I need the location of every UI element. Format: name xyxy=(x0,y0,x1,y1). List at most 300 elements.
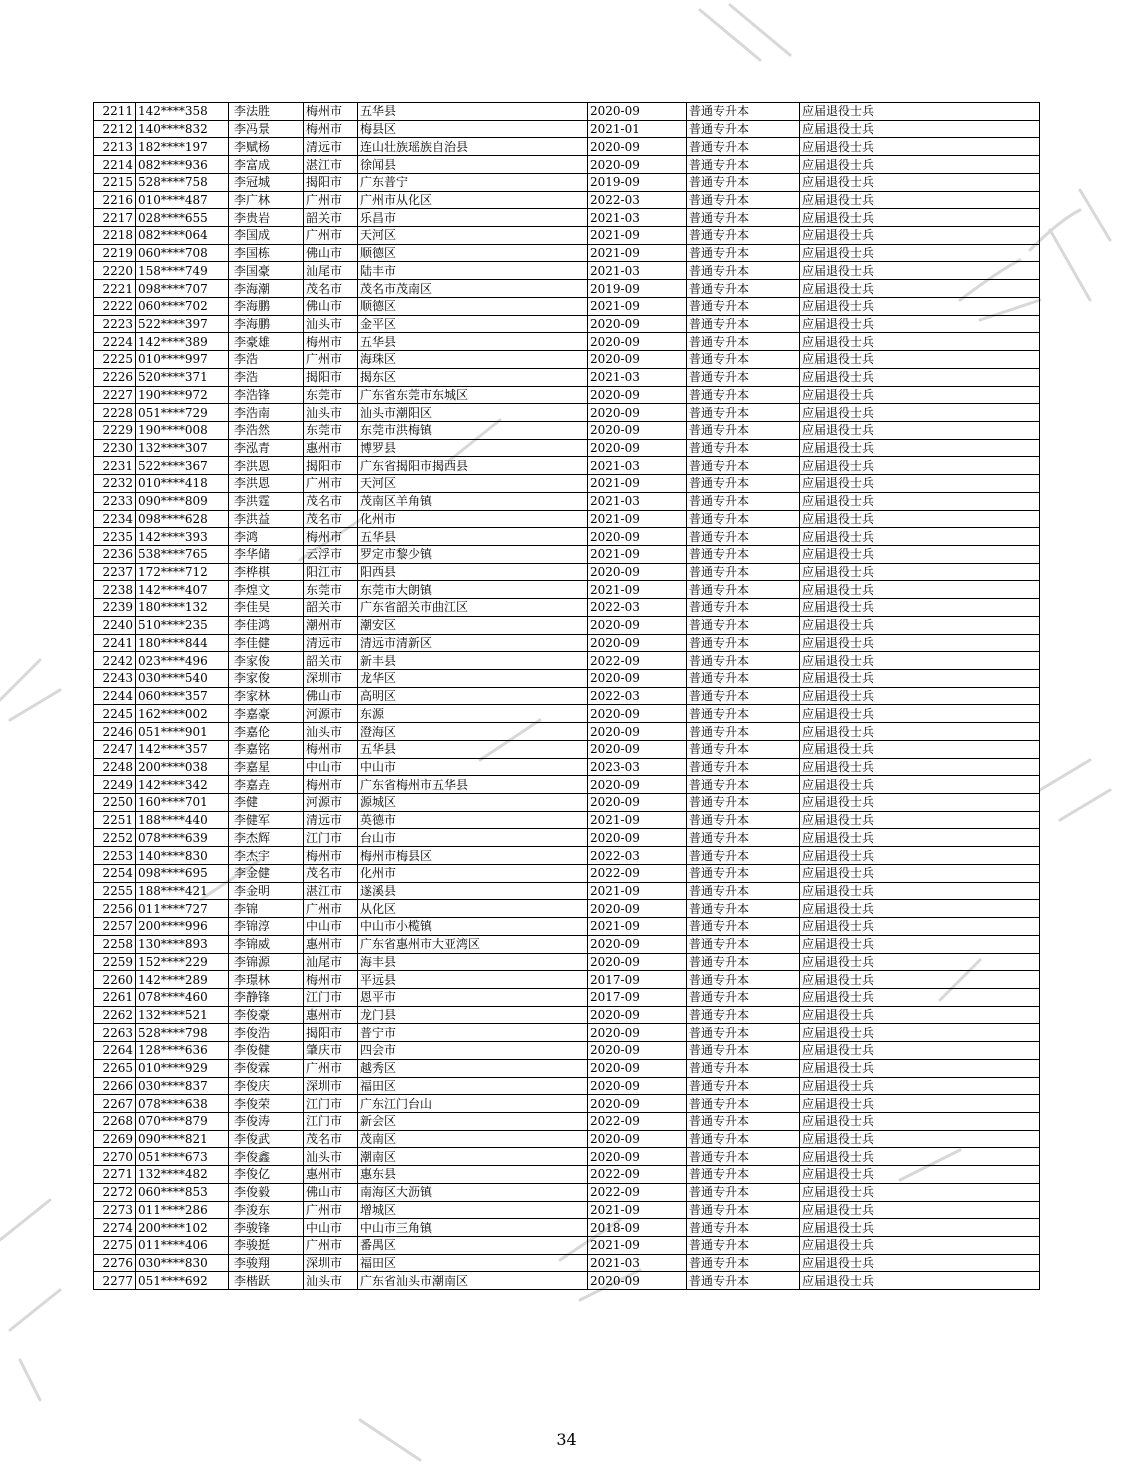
row-city: 佛山市 xyxy=(304,687,358,705)
row-name: 李嘉伦 xyxy=(229,723,304,741)
row-area: 天河区 xyxy=(358,227,588,245)
row-city: 汕头市 xyxy=(304,315,358,333)
row-name: 李嘉星 xyxy=(229,758,304,776)
row-city: 汕头市 xyxy=(304,404,358,422)
row-date: 2020-09 xyxy=(588,1130,687,1148)
row-category: 应届退役士兵 xyxy=(800,776,1040,794)
row-seq: 2211 xyxy=(94,103,136,121)
row-seq: 2243 xyxy=(94,670,136,688)
row-name: 李浩 xyxy=(229,351,304,369)
row-category: 应届退役士兵 xyxy=(800,1130,1040,1148)
row-name: 李国栋 xyxy=(229,244,304,262)
table-row xyxy=(94,988,1040,1006)
row-id: 188****440 xyxy=(136,811,229,829)
row-seq: 2214 xyxy=(94,156,136,174)
row-city: 佛山市 xyxy=(304,1183,358,1201)
row-id: 142****393 xyxy=(136,528,229,546)
row-type: 普通专升本 xyxy=(687,634,800,652)
roster-table xyxy=(93,102,1040,1290)
row-seq: 2258 xyxy=(94,935,136,953)
table-row xyxy=(94,1059,1040,1077)
table-row xyxy=(94,333,1040,351)
row-category: 应届退役士兵 xyxy=(800,262,1040,280)
row-seq: 2250 xyxy=(94,794,136,812)
row-category: 应届退役士兵 xyxy=(800,333,1040,351)
row-id: 180****132 xyxy=(136,599,229,617)
table-row xyxy=(94,1166,1040,1184)
row-area: 福田区 xyxy=(358,1077,588,1095)
row-date: 2020-09 xyxy=(588,634,687,652)
table-row xyxy=(94,138,1040,156)
row-area: 乐昌市 xyxy=(358,209,588,227)
row-city: 梅州市 xyxy=(304,776,358,794)
row-area: 顺德区 xyxy=(358,297,588,315)
row-city: 梅州市 xyxy=(304,103,358,121)
row-category: 应届退役士兵 xyxy=(800,563,1040,581)
row-category: 应届退役士兵 xyxy=(800,1059,1040,1077)
row-type: 普通专升本 xyxy=(687,404,800,422)
row-date: 2020-09 xyxy=(588,740,687,758)
row-id: 098****628 xyxy=(136,510,229,528)
row-city: 广州市 xyxy=(304,227,358,245)
row-date: 2023-03 xyxy=(588,758,687,776)
row-type: 普通专升本 xyxy=(687,687,800,705)
row-date: 2020-09 xyxy=(588,794,687,812)
table-row xyxy=(94,1112,1040,1130)
row-name: 李金明 xyxy=(229,882,304,900)
row-name: 李泓青 xyxy=(229,439,304,457)
table-row xyxy=(94,634,1040,652)
table-row xyxy=(94,864,1040,882)
row-category: 应届退役士兵 xyxy=(800,404,1040,422)
row-category: 应届退役士兵 xyxy=(800,829,1040,847)
row-category: 应届退役士兵 xyxy=(800,1166,1040,1184)
row-id: 160****701 xyxy=(136,794,229,812)
row-type: 普通专升本 xyxy=(687,1006,800,1024)
row-city: 肇庆市 xyxy=(304,1042,358,1060)
row-category: 应届退役士兵 xyxy=(800,351,1040,369)
row-id: 023****496 xyxy=(136,652,229,670)
row-category: 应届退役士兵 xyxy=(800,740,1040,758)
row-id: 142****358 xyxy=(136,103,229,121)
row-seq: 2238 xyxy=(94,581,136,599)
row-name: 李金健 xyxy=(229,864,304,882)
row-id: 200****102 xyxy=(136,1219,229,1237)
row-seq: 2239 xyxy=(94,599,136,617)
row-date: 2021-01 xyxy=(588,120,687,138)
row-seq: 2255 xyxy=(94,882,136,900)
row-id: 180****844 xyxy=(136,634,229,652)
row-id: 188****421 xyxy=(136,882,229,900)
row-seq: 2264 xyxy=(94,1042,136,1060)
row-type: 普通专升本 xyxy=(687,616,800,634)
row-area: 龙门县 xyxy=(358,1006,588,1024)
row-category: 应届退役士兵 xyxy=(800,971,1040,989)
row-category: 应届退役士兵 xyxy=(800,705,1040,723)
row-date: 2020-09 xyxy=(588,1059,687,1077)
row-city: 江门市 xyxy=(304,1095,358,1113)
row-category: 应届退役士兵 xyxy=(800,794,1040,812)
row-city: 梅州市 xyxy=(304,740,358,758)
row-seq: 2219 xyxy=(94,244,136,262)
table-row xyxy=(94,227,1040,245)
row-area: 普宁市 xyxy=(358,1024,588,1042)
row-area: 澄海区 xyxy=(358,723,588,741)
row-type: 普通专升本 xyxy=(687,227,800,245)
row-seq: 2217 xyxy=(94,209,136,227)
row-date: 2020-09 xyxy=(588,439,687,457)
row-area: 茂南区 xyxy=(358,1130,588,1148)
row-category: 应届退役士兵 xyxy=(800,1112,1040,1130)
row-city: 深圳市 xyxy=(304,1077,358,1095)
row-seq: 2273 xyxy=(94,1201,136,1219)
row-city: 广州市 xyxy=(304,1237,358,1255)
row-seq: 2263 xyxy=(94,1024,136,1042)
row-seq: 2213 xyxy=(94,138,136,156)
row-seq: 2251 xyxy=(94,811,136,829)
row-name: 李俊武 xyxy=(229,1130,304,1148)
row-category: 应届退役士兵 xyxy=(800,1148,1040,1166)
row-id: 082****936 xyxy=(136,156,229,174)
row-seq: 2246 xyxy=(94,723,136,741)
row-seq: 2234 xyxy=(94,510,136,528)
row-date: 2021-03 xyxy=(588,209,687,227)
row-date: 2017-09 xyxy=(588,971,687,989)
row-area: 陆丰市 xyxy=(358,262,588,280)
row-name: 李煌文 xyxy=(229,581,304,599)
row-name: 李洪恩 xyxy=(229,475,304,493)
row-id: 011****727 xyxy=(136,900,229,918)
row-city: 广州市 xyxy=(304,191,358,209)
row-date: 2020-09 xyxy=(588,103,687,121)
row-name: 李冠城 xyxy=(229,173,304,191)
row-date: 2021-09 xyxy=(588,581,687,599)
table-row xyxy=(94,528,1040,546)
row-seq: 2266 xyxy=(94,1077,136,1095)
row-area: 揭东区 xyxy=(358,368,588,386)
row-date: 2022-09 xyxy=(588,652,687,670)
row-date: 2020-09 xyxy=(588,935,687,953)
row-type: 普通专升本 xyxy=(687,599,800,617)
row-area: 四会市 xyxy=(358,1042,588,1060)
row-city: 茂名市 xyxy=(304,280,358,298)
row-type: 普通专升本 xyxy=(687,1166,800,1184)
row-id: 132****521 xyxy=(136,1006,229,1024)
row-type: 普通专升本 xyxy=(687,740,800,758)
table-row xyxy=(94,918,1040,936)
row-type: 普通专升本 xyxy=(687,528,800,546)
row-category: 应届退役士兵 xyxy=(800,1095,1040,1113)
row-category: 应届退役士兵 xyxy=(800,599,1040,617)
row-area: 福田区 xyxy=(358,1254,588,1272)
row-seq: 2235 xyxy=(94,528,136,546)
table-row xyxy=(94,103,1040,121)
row-date: 2020-09 xyxy=(588,670,687,688)
row-id: 528****798 xyxy=(136,1024,229,1042)
table-row xyxy=(94,386,1040,404)
row-id: 090****821 xyxy=(136,1130,229,1148)
row-name: 李鸿 xyxy=(229,528,304,546)
row-seq: 2224 xyxy=(94,333,136,351)
row-area: 番禺区 xyxy=(358,1237,588,1255)
row-name: 李杰宇 xyxy=(229,847,304,865)
row-id: 051****901 xyxy=(136,723,229,741)
row-date: 2020-09 xyxy=(588,386,687,404)
row-date: 2019-09 xyxy=(588,280,687,298)
row-area: 惠东县 xyxy=(358,1166,588,1184)
table-row xyxy=(94,262,1040,280)
table-row xyxy=(94,935,1040,953)
row-name: 李璟林 xyxy=(229,971,304,989)
row-type: 普通专升本 xyxy=(687,297,800,315)
row-date: 2017-09 xyxy=(588,988,687,1006)
row-name: 李国成 xyxy=(229,227,304,245)
row-city: 中山市 xyxy=(304,918,358,936)
row-type: 普通专升本 xyxy=(687,581,800,599)
row-date: 2021-09 xyxy=(588,227,687,245)
row-date: 2020-09 xyxy=(588,616,687,634)
row-name: 李法胜 xyxy=(229,103,304,121)
row-category: 应届退役士兵 xyxy=(800,386,1040,404)
table-row xyxy=(94,1095,1040,1113)
row-id: 200****996 xyxy=(136,918,229,936)
row-date: 2022-09 xyxy=(588,864,687,882)
table-row xyxy=(94,1024,1040,1042)
row-city: 茂名市 xyxy=(304,492,358,510)
row-seq: 2269 xyxy=(94,1130,136,1148)
row-area: 潮安区 xyxy=(358,616,588,634)
row-seq: 2241 xyxy=(94,634,136,652)
row-seq: 2212 xyxy=(94,120,136,138)
row-city: 惠州市 xyxy=(304,1006,358,1024)
table-row xyxy=(94,740,1040,758)
row-category: 应届退役士兵 xyxy=(800,244,1040,262)
row-category: 应届退役士兵 xyxy=(800,528,1040,546)
row-city: 东莞市 xyxy=(304,386,358,404)
row-type: 普通专升本 xyxy=(687,351,800,369)
row-city: 清远市 xyxy=(304,138,358,156)
row-id: 142****389 xyxy=(136,333,229,351)
row-name: 李赋杨 xyxy=(229,138,304,156)
row-category: 应届退役士兵 xyxy=(800,1077,1040,1095)
row-category: 应届退役士兵 xyxy=(800,616,1040,634)
row-id: 142****289 xyxy=(136,971,229,989)
row-area: 南海区大沥镇 xyxy=(358,1183,588,1201)
row-city: 汕头市 xyxy=(304,1148,358,1166)
row-category: 应届退役士兵 xyxy=(800,988,1040,1006)
table-row xyxy=(94,1148,1040,1166)
row-type: 普通专升本 xyxy=(687,1130,800,1148)
row-category: 应届退役士兵 xyxy=(800,457,1040,475)
row-date: 2020-09 xyxy=(588,1006,687,1024)
row-date: 2021-09 xyxy=(588,918,687,936)
row-city: 汕头市 xyxy=(304,1272,358,1290)
row-type: 普通专升本 xyxy=(687,971,800,989)
row-city: 佛山市 xyxy=(304,297,358,315)
row-date: 2020-09 xyxy=(588,1272,687,1290)
row-id: 011****286 xyxy=(136,1201,229,1219)
row-city: 清远市 xyxy=(304,634,358,652)
row-seq: 2268 xyxy=(94,1112,136,1130)
row-area: 罗定市黎少镇 xyxy=(358,545,588,563)
row-name: 李家林 xyxy=(229,687,304,705)
row-seq: 2240 xyxy=(94,616,136,634)
row-category: 应届退役士兵 xyxy=(800,1183,1040,1201)
row-type: 普通专升本 xyxy=(687,723,800,741)
row-area: 汕头市潮阳区 xyxy=(358,404,588,422)
table-row xyxy=(94,847,1040,865)
row-type: 普通专升本 xyxy=(687,545,800,563)
table-row xyxy=(94,687,1040,705)
row-area: 博罗县 xyxy=(358,439,588,457)
table-row xyxy=(94,581,1040,599)
row-date: 2020-09 xyxy=(588,421,687,439)
row-id: 098****695 xyxy=(136,864,229,882)
table-row xyxy=(94,545,1040,563)
row-seq: 2271 xyxy=(94,1166,136,1184)
row-date: 2020-09 xyxy=(588,1042,687,1060)
row-name: 李俊涛 xyxy=(229,1112,304,1130)
row-name: 李俊霖 xyxy=(229,1059,304,1077)
row-seq: 2222 xyxy=(94,297,136,315)
table-row xyxy=(94,882,1040,900)
row-name: 李俊浩 xyxy=(229,1024,304,1042)
row-city: 云浮市 xyxy=(304,545,358,563)
row-name: 李洪恩 xyxy=(229,457,304,475)
row-id: 128****636 xyxy=(136,1042,229,1060)
row-name: 李桦棋 xyxy=(229,563,304,581)
row-id: 132****482 xyxy=(136,1166,229,1184)
row-category: 应届退役士兵 xyxy=(800,652,1040,670)
row-city: 韶关市 xyxy=(304,599,358,617)
row-id: 010****487 xyxy=(136,191,229,209)
row-name: 李冯景 xyxy=(229,120,304,138)
table-row xyxy=(94,173,1040,191)
row-id: 078****638 xyxy=(136,1095,229,1113)
row-category: 应届退役士兵 xyxy=(800,847,1040,865)
row-name: 李洪益 xyxy=(229,510,304,528)
row-type: 普通专升本 xyxy=(687,935,800,953)
row-type: 普通专升本 xyxy=(687,475,800,493)
row-seq: 2265 xyxy=(94,1059,136,1077)
row-name: 李浩 xyxy=(229,368,304,386)
table-row xyxy=(94,563,1040,581)
table-row xyxy=(94,1219,1040,1237)
row-id: 011****406 xyxy=(136,1237,229,1255)
row-city: 汕头市 xyxy=(304,723,358,741)
row-name: 李健 xyxy=(229,794,304,812)
row-id: 082****064 xyxy=(136,227,229,245)
row-category: 应届退役士兵 xyxy=(800,280,1040,298)
row-category: 应届退役士兵 xyxy=(800,1201,1040,1219)
row-type: 普通专升本 xyxy=(687,1095,800,1113)
table-row xyxy=(94,280,1040,298)
row-id: 182****197 xyxy=(136,138,229,156)
row-category: 应届退役士兵 xyxy=(800,368,1040,386)
row-id: 078****639 xyxy=(136,829,229,847)
row-type: 普通专升本 xyxy=(687,244,800,262)
row-area: 广东省汕头市潮南区 xyxy=(358,1272,588,1290)
row-type: 普通专升本 xyxy=(687,457,800,475)
row-category: 应届退役士兵 xyxy=(800,1272,1040,1290)
table-row xyxy=(94,811,1040,829)
row-name: 李楷跃 xyxy=(229,1272,304,1290)
row-area: 广东省韶关市曲江区 xyxy=(358,599,588,617)
row-seq: 2261 xyxy=(94,988,136,1006)
row-type: 普通专升本 xyxy=(687,847,800,865)
row-area: 茂名市茂南区 xyxy=(358,280,588,298)
row-date: 2021-03 xyxy=(588,457,687,475)
row-id: 190****008 xyxy=(136,421,229,439)
row-city: 梅州市 xyxy=(304,971,358,989)
table-row xyxy=(94,829,1040,847)
row-date: 2021-09 xyxy=(588,475,687,493)
row-name: 李俊鑫 xyxy=(229,1148,304,1166)
row-name: 李佳鸿 xyxy=(229,616,304,634)
row-date: 2022-03 xyxy=(588,191,687,209)
row-id: 051****692 xyxy=(136,1272,229,1290)
row-city: 广州市 xyxy=(304,900,358,918)
row-seq: 2218 xyxy=(94,227,136,245)
row-id: 010****418 xyxy=(136,475,229,493)
row-type: 普通专升本 xyxy=(687,386,800,404)
row-area: 五华县 xyxy=(358,528,588,546)
row-category: 应届退役士兵 xyxy=(800,227,1040,245)
roster-body xyxy=(94,103,1040,1290)
row-area: 茂南区羊角镇 xyxy=(358,492,588,510)
row-type: 普通专升本 xyxy=(687,705,800,723)
table-row xyxy=(94,244,1040,262)
row-type: 普通专升本 xyxy=(687,1237,800,1255)
row-seq: 2253 xyxy=(94,847,136,865)
table-row xyxy=(94,616,1040,634)
row-date: 2022-03 xyxy=(588,847,687,865)
row-city: 广州市 xyxy=(304,1201,358,1219)
row-area: 广东省揭阳市揭西县 xyxy=(358,457,588,475)
row-area: 恩平市 xyxy=(358,988,588,1006)
row-type: 普通专升本 xyxy=(687,1042,800,1060)
row-name: 李浚东 xyxy=(229,1201,304,1219)
row-type: 普通专升本 xyxy=(687,103,800,121)
row-type: 普通专升本 xyxy=(687,918,800,936)
row-seq: 2244 xyxy=(94,687,136,705)
row-date: 2021-03 xyxy=(588,1254,687,1272)
table-row xyxy=(94,368,1040,386)
row-name: 李富成 xyxy=(229,156,304,174)
row-city: 惠州市 xyxy=(304,935,358,953)
table-row xyxy=(94,510,1040,528)
row-type: 普通专升本 xyxy=(687,900,800,918)
row-seq: 2274 xyxy=(94,1219,136,1237)
table-row xyxy=(94,953,1040,971)
row-city: 深圳市 xyxy=(304,1254,358,1272)
row-type: 普通专升本 xyxy=(687,988,800,1006)
page-number: 34 xyxy=(556,1430,577,1449)
row-area: 阳西县 xyxy=(358,563,588,581)
row-area: 源城区 xyxy=(358,794,588,812)
row-seq: 2254 xyxy=(94,864,136,882)
row-name: 李洪霆 xyxy=(229,492,304,510)
row-area: 五华县 xyxy=(358,103,588,121)
row-seq: 2223 xyxy=(94,315,136,333)
row-type: 普通专升本 xyxy=(687,652,800,670)
row-area: 中山市 xyxy=(358,758,588,776)
row-category: 应届退役士兵 xyxy=(800,510,1040,528)
row-category: 应届退役士兵 xyxy=(800,1219,1040,1237)
row-area: 从化区 xyxy=(358,900,588,918)
row-category: 应届退役士兵 xyxy=(800,138,1040,156)
row-area: 中山市三角镇 xyxy=(358,1219,588,1237)
